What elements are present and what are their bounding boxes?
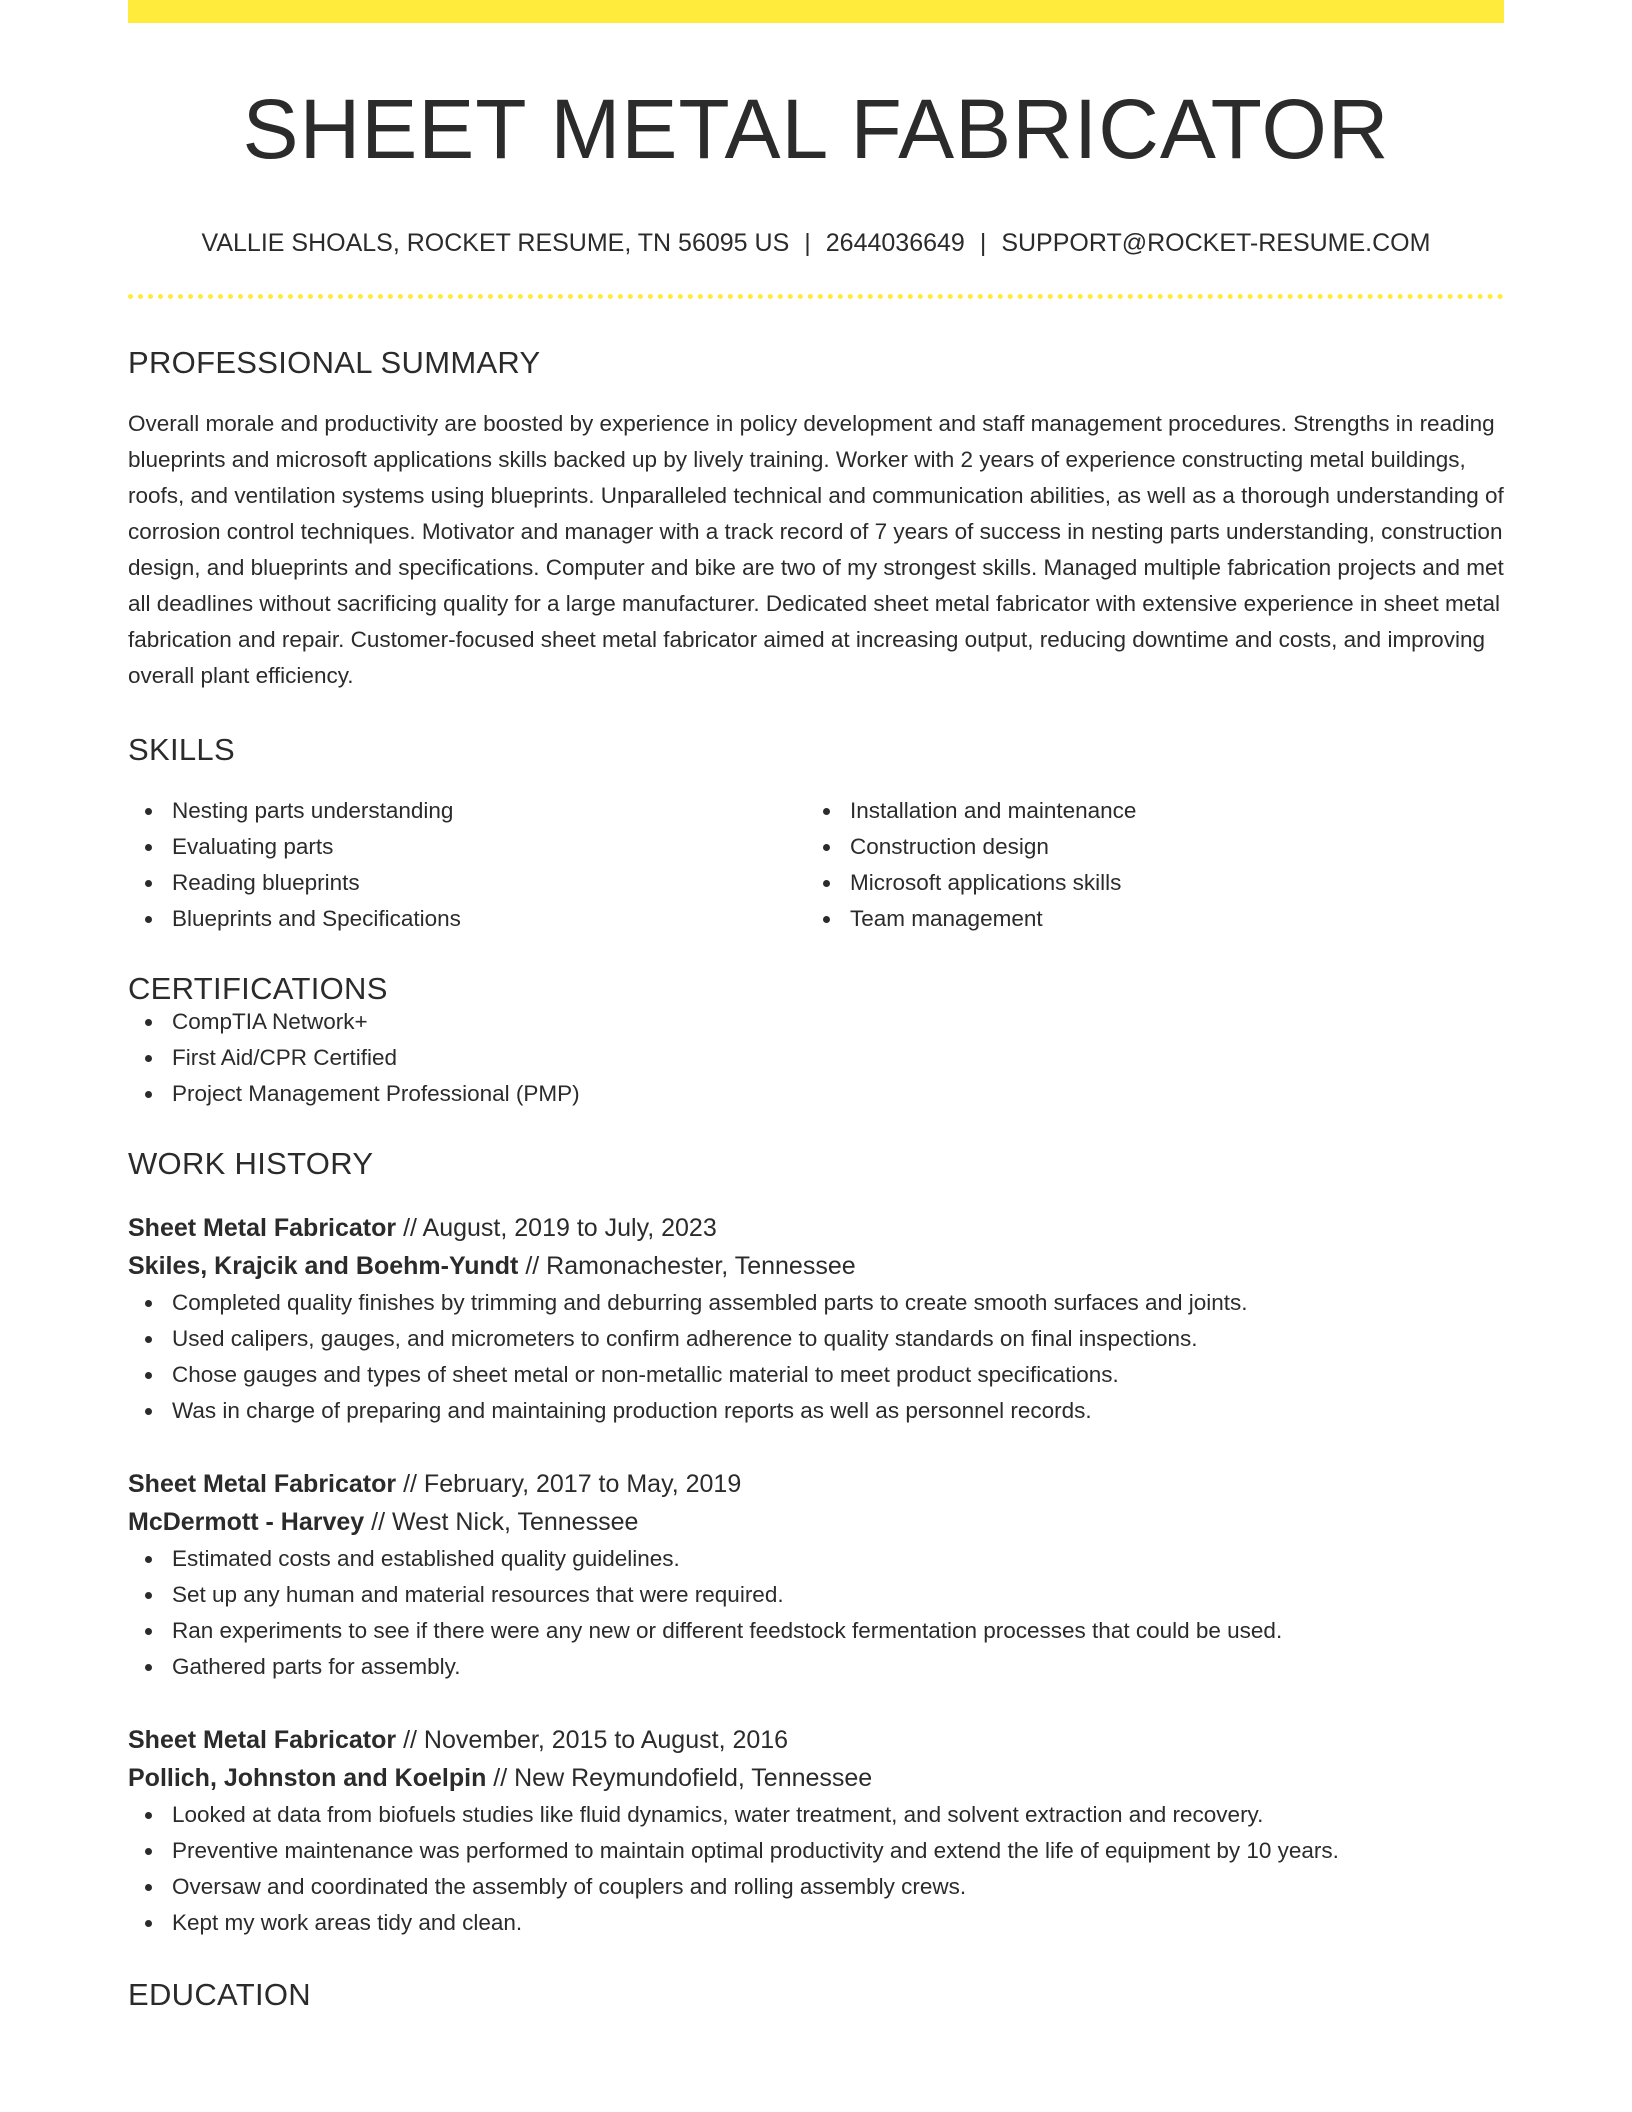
job-entry xyxy=(128,1209,1504,1429)
job-title-line xyxy=(128,1721,1504,1759)
summary-paragraph: Overall morale and productivity are boosted by experience in policy development and staff management procedures. Strengths in reading blueprints and microsoft applications skills backed up by lively training. Worker with 2 years of experience constructing metal buildings, roofs, and ventilation systems using blueprints. Unparalleled technical and communication abilities, as well as a thorough understanding of corrosion control techniques. Motivator and manager with a track record of 7 years of success in nesting parts understanding, construction design, and blueprints and specifications. Computer and bike are two of my strongest skills. Managed multiple fabrication projects and met all deadlines without sacrificing quality for a large manufacturer. Dedicated sheet metal fabricator with extensive experience in sheet metal fabrication and repair. Customer-focused sheet metal fabricator aimed at increasing output, reducing downtime and costs, and improving overall plant efficiency. xyxy=(128,411,1504,688)
resume-page xyxy=(128,0,1504,2010)
skill-item: Reading blueprints xyxy=(172,865,806,901)
skill-item: Installation and maintenance xyxy=(850,793,1484,829)
job-duty: Kept my work areas tidy and clean. xyxy=(172,1905,1504,1941)
job-company-line xyxy=(128,1503,1504,1541)
job-duty: Chose gauges and types of sheet metal or non-metallic material to meet product specifications. xyxy=(172,1357,1504,1393)
summary-heading: PROFESSIONAL SUMMARY xyxy=(128,345,541,380)
job-company-line xyxy=(128,1759,1504,1797)
skills-column-right xyxy=(806,793,1484,937)
contact-address: VALLIE SHOALS, ROCKET RESUME, TN 56095 US xyxy=(201,229,790,257)
job-title: Sheet Metal Fabricator xyxy=(128,1726,397,1754)
skill-item: Blueprints and Specifications xyxy=(172,901,806,937)
skills-grid xyxy=(128,793,1504,937)
certifications-heading: CERTIFICATIONS xyxy=(128,971,388,1006)
job-dates: // November, 2015 to August, 2016 xyxy=(396,1726,789,1754)
skills-heading: SKILLS xyxy=(128,732,235,767)
job-company: Skiles, Krajcik and Boehm-Yundt xyxy=(128,1252,519,1280)
job-duty: Ran experiments to see if there were any new or different feedstock fermentation processes that could be used. xyxy=(172,1613,1504,1649)
job-duty: Set up any human and material resources that were required. xyxy=(172,1577,1504,1613)
job-company: McDermott - Harvey xyxy=(128,1508,365,1536)
job-duty: Preventive maintenance was performed to maintain optimal productivity and extend the life of equipment by 10 years. xyxy=(172,1833,1504,1869)
job-title: Sheet Metal Fabricator xyxy=(128,1470,397,1498)
job-entry xyxy=(128,1465,1504,1685)
job-entry xyxy=(128,1721,1504,1941)
job-duty: Completed quality finishes by trimming and deburring assembled parts to create smooth surfaces and joints. xyxy=(172,1285,1504,1321)
certification-item: CompTIA Network+ xyxy=(172,1004,1504,1040)
job-duty: Looked at data from biofuels studies like fluid dynamics, water treatment, and solvent extraction and recovery. xyxy=(172,1797,1504,1833)
contact-phone: 2644036649 xyxy=(825,229,965,257)
job-duty: Gathered parts for assembly. xyxy=(172,1649,1504,1685)
contact-separator: | xyxy=(979,229,987,257)
certification-item: First Aid/CPR Certified xyxy=(172,1040,1504,1076)
job-duty: Estimated costs and established quality guidelines. xyxy=(172,1541,1504,1577)
job-duty: Used calipers, gauges, and micrometers to confirm adherence to quality standards on final inspections. xyxy=(172,1321,1504,1357)
job-title-line xyxy=(128,1465,1504,1503)
work-history-heading: WORK HISTORY xyxy=(128,1146,374,1181)
skill-item: Nesting parts understanding xyxy=(172,793,806,829)
job-duty: Was in charge of preparing and maintaining production reports as well as personnel records. xyxy=(172,1393,1504,1429)
resume-title: SHEET METAL FABRICATOR xyxy=(242,82,1390,176)
top-accent-bar xyxy=(128,0,1504,23)
job-title: Sheet Metal Fabricator xyxy=(128,1214,397,1242)
education-heading: EDUCATION xyxy=(128,1977,311,2012)
job-title-line xyxy=(128,1209,1504,1247)
certification-item: Project Management Professional (PMP) xyxy=(172,1076,1504,1112)
skill-item: Evaluating parts xyxy=(172,829,806,865)
certifications-list xyxy=(128,1004,1504,1112)
job-company: Pollich, Johnston and Koelpin xyxy=(128,1764,487,1792)
job-dates: // August, 2019 to July, 2023 xyxy=(396,1214,717,1242)
contact-email: SUPPORT@ROCKET-RESUME.COM xyxy=(1001,229,1431,257)
skill-item: Microsoft applications skills xyxy=(850,865,1484,901)
job-location: // New Reymundofield, Tennessee xyxy=(486,1764,873,1792)
job-duty: Oversaw and coordinated the assembly of couplers and rolling assembly crews. xyxy=(172,1869,1504,1905)
job-dates: // February, 2017 to May, 2019 xyxy=(396,1470,742,1498)
job-duties-list xyxy=(128,1541,1504,1685)
contact-line xyxy=(128,231,1504,256)
job-duties-list xyxy=(128,1797,1504,1941)
skill-item: Team management xyxy=(850,901,1484,937)
job-location: // Ramonachester, Tennessee xyxy=(518,1252,856,1280)
skills-column-left xyxy=(128,793,806,937)
contact-separator: | xyxy=(804,229,811,257)
job-location: // West Nick, Tennessee xyxy=(364,1508,639,1536)
skill-item: Construction design xyxy=(850,829,1484,865)
job-company-line xyxy=(128,1247,1504,1285)
job-duties-list xyxy=(128,1285,1504,1429)
dotted-divider xyxy=(128,294,1504,299)
